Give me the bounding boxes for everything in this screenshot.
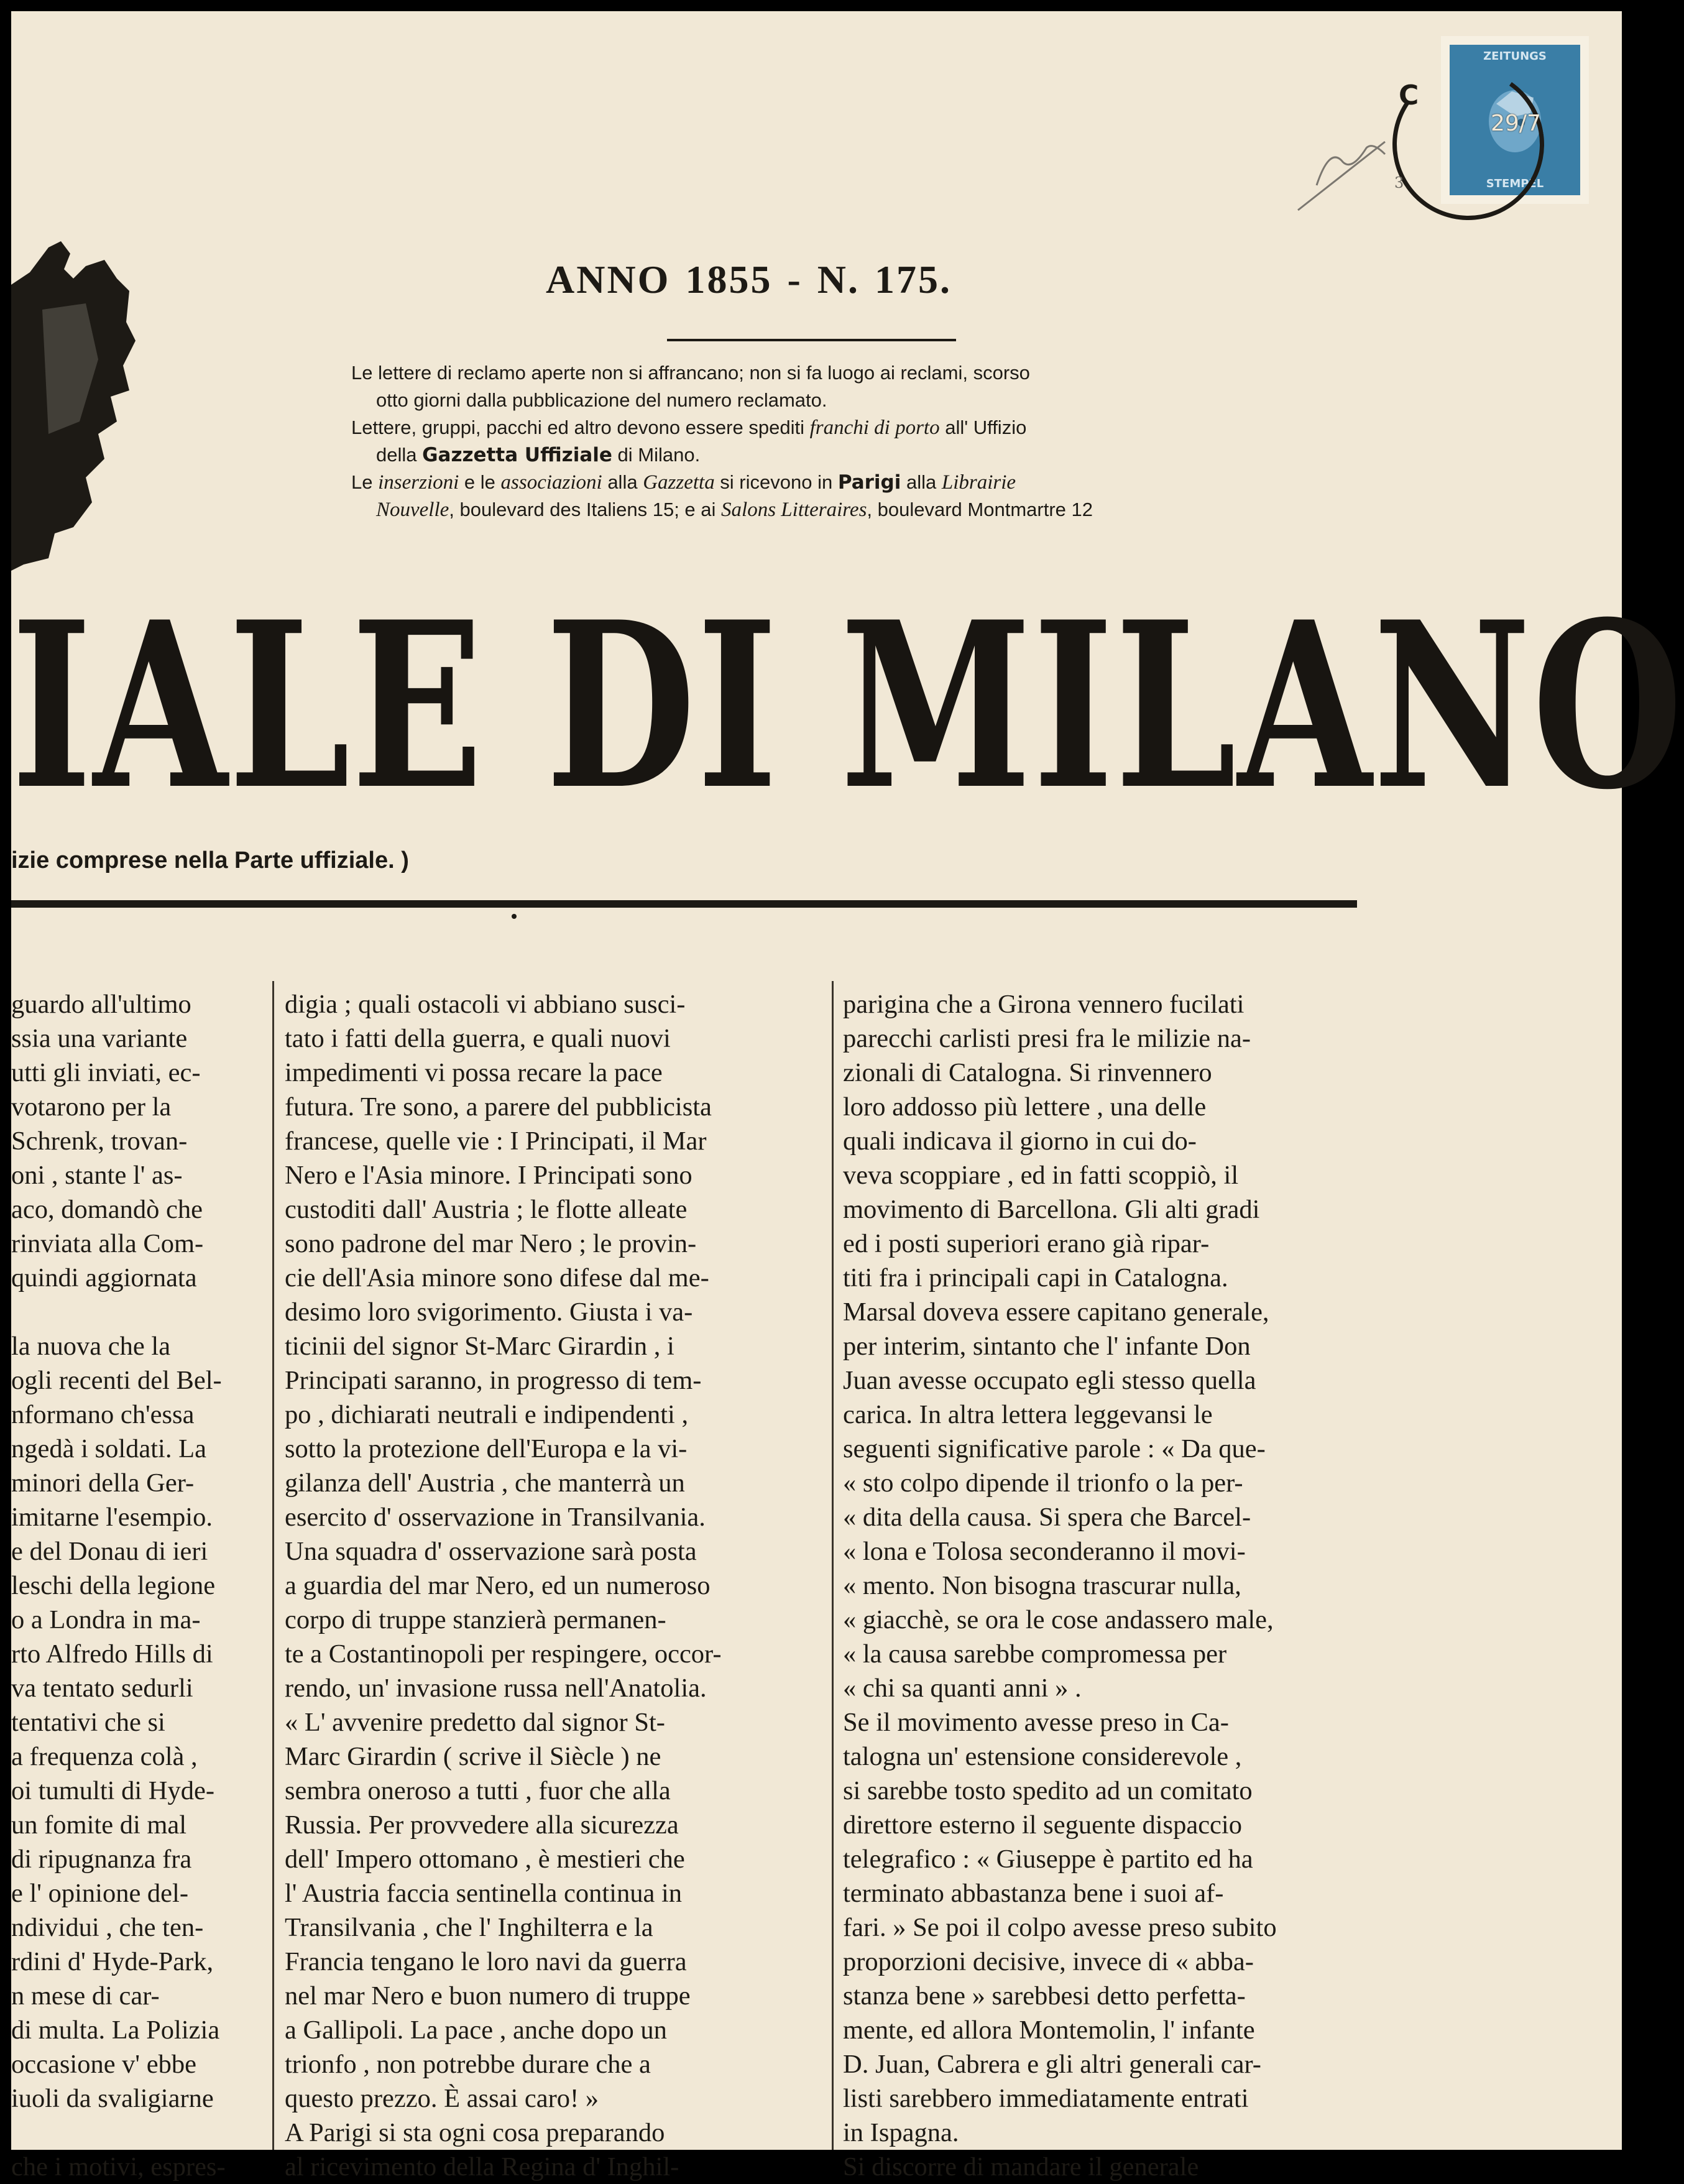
col1-line: la nuova che la xyxy=(11,1332,171,1361)
col2-line: sotto la protezione dell'Europa e la vi- xyxy=(285,1434,688,1463)
col2-line: tato i fatti della guerra, e quali nuovi xyxy=(285,1024,671,1053)
col2-line: gilanza dell' Austria , che manterrà un xyxy=(285,1468,685,1498)
double-eagle-emblem xyxy=(11,235,136,583)
col3-line: parecchi carlisti presi fra le milizie na- xyxy=(843,1024,1251,1053)
col2-line: a guardia del mar Nero, ed un numeroso xyxy=(285,1571,711,1600)
column-divider-2 xyxy=(832,981,834,2150)
col2-line: corpo di truppe stanzierà permanen- xyxy=(285,1605,666,1634)
article-column-2 xyxy=(285,987,827,2184)
col2-line: desimo loro svigorimento. Giusta i va- xyxy=(285,1297,693,1327)
col3-line: ed i posti superiori erano già ripar- xyxy=(843,1229,1210,1258)
col3-line: loro addosso più lettere , una delle xyxy=(843,1092,1207,1122)
col3-line: carica. In altra lettera leggevansi le xyxy=(843,1400,1213,1429)
masthead-title: IALE DI MILANO xyxy=(11,571,1684,841)
postmark-letters: C xyxy=(1399,80,1419,111)
col3-line: « giacchè, se ora le cose andassero male, xyxy=(843,1605,1274,1634)
anno-year: 1855 xyxy=(685,257,773,302)
col1-line: leschi della legione xyxy=(11,1571,216,1600)
col1-line: imitarne l'esempio. xyxy=(11,1503,213,1532)
postmark-date: 29/7 xyxy=(1491,111,1541,136)
stamp-bottom-text: STEMPEL xyxy=(1486,177,1544,190)
col2-line: sono padrone del mar Nero ; le provin- xyxy=(285,1229,697,1258)
anno-label: ANNO xyxy=(546,257,671,302)
col1-line: o a Londra in ma- xyxy=(11,1605,201,1634)
col3-line: quali indicava il giorno in cui do- xyxy=(843,1127,1197,1156)
col3-line: « lona e Tolosa seconderanno il movi- xyxy=(843,1537,1246,1566)
col2-line: esercito d' osservazione in Transilvania. xyxy=(285,1503,706,1532)
col2-line: Principati saranno, in progresso di tem- xyxy=(285,1366,702,1395)
col2-line: francese, quelle vie : I Principati, il Mar xyxy=(285,1127,707,1156)
col3-line: « sto colpo dipende il trionfo o la per- xyxy=(843,1468,1243,1498)
header-dash: - xyxy=(787,257,803,302)
col1-line: a frequenza colà , xyxy=(11,1742,198,1771)
col2-line: digia ; quali ostacoli vi abbiano susci- xyxy=(285,990,686,1019)
col3-line: Si discorre di mandare il generale xyxy=(843,2152,1199,2182)
col3-line: D. Juan, Cabrera e gli altri generali car- xyxy=(843,2050,1261,2079)
col2-line: sembra oneroso a tutti , fuor che alla xyxy=(285,1776,671,1805)
col1-line: oni , stante l' as- xyxy=(11,1161,183,1190)
col1-line: di multa. La Polizia xyxy=(11,2016,220,2045)
col2-line: dell' Impero ottomano , è mestieri che xyxy=(285,1845,685,1874)
col3-line: movimento di Barcellona. Gli alti gradi xyxy=(843,1195,1260,1224)
rule-ornament xyxy=(512,914,517,919)
col2-line: Nero e l'Asia minore. I Principati sono xyxy=(285,1161,692,1190)
col2-line: po , dichiarati neutrali e indipendenti , xyxy=(285,1400,689,1429)
col2-line: te a Costantinopoli per respingere, occor- xyxy=(285,1639,722,1669)
col1-line: rinviata alla Com- xyxy=(11,1229,204,1258)
col2-line: nel mar Nero e buon numero di truppe xyxy=(285,1981,691,2011)
col3-line: listi sarebbero immediatamente entrati xyxy=(843,2084,1249,2113)
col3-line: Juan avesse occupato egli stesso quella xyxy=(843,1366,1256,1395)
col3-line: telegrafico : « Giuseppe è partito ed ha xyxy=(843,1845,1253,1874)
masthead-rule xyxy=(11,900,1357,908)
notice-block xyxy=(351,359,1299,523)
col3-line: titi fra i principali capi in Catalogna. xyxy=(843,1263,1228,1292)
notice-line-6: Nouvelle, boulevard des Italiens 15; e ai Salons Litteraires, boulevard Montmartre 12 xyxy=(376,499,1093,521)
col3-line: direttore esterno il seguente dispaccio xyxy=(843,1810,1242,1840)
notice-line-2: otto giorni dalla pubblicazione del numero reclamato. xyxy=(376,389,827,411)
col2-line: « L' avvenire predetto dal signor St- xyxy=(285,1708,665,1737)
col1-line: ssia una variante xyxy=(11,1024,188,1053)
col3-line: proporzioni decisive, invece di « abba- xyxy=(843,1947,1254,1976)
col3-line: « chi sa quanti anni » . xyxy=(843,1674,1082,1703)
col1-line: tentativi che si xyxy=(11,1708,165,1737)
article-column-3 xyxy=(843,987,1390,2184)
notice-line-1: Le lettere di reclamo aperte non si affrancano; non si fa luogo ai reclami, scorso xyxy=(351,362,1030,384)
col2-line: al ricevimento della Regina d' Inghil- xyxy=(285,2152,679,2182)
col1-line: va tentato sedurli xyxy=(11,1674,193,1703)
article-column-1 xyxy=(11,987,260,2184)
col3-line: « dita della causa. Si spera che Barcel- xyxy=(843,1503,1251,1532)
col1-line: ogli recenti del Bel- xyxy=(11,1366,222,1395)
col2-line: rendo, un' invasione russa nell'Anatolia. xyxy=(285,1674,707,1703)
col2-line: Russia. Per provvedere alla sicurezza xyxy=(285,1810,679,1840)
col3-line: mente, ed allora Montemolin, l' infante xyxy=(843,2016,1255,2045)
col1-line: che i motivi, espres- xyxy=(11,2152,226,2182)
col3-line: « mento. Non bisogna trascurar nulla, xyxy=(843,1571,1241,1600)
pencil-note: 3 xyxy=(1394,174,1404,191)
col1-line: minori della Ger- xyxy=(11,1468,195,1498)
notice-line-4: della Gazzetta Uffiziale di Milano. xyxy=(376,444,701,466)
col2-line: futura. Tre sono, a parere del pubblicista xyxy=(285,1092,712,1122)
notice-line-5: Le inserzioni e le associazioni alla Gazzetta si ricevono in Parigi alla Librairie xyxy=(351,471,1016,494)
col3-line: seguenti significative parole : « Da que- xyxy=(843,1434,1266,1463)
col2-line: l' Austria faccia sentinella continua in xyxy=(285,1879,683,1908)
notice-line-3: Lettere, gruppi, pacchi ed altro devono essere spediti franchi di porto all' Uffizio xyxy=(351,417,1027,439)
col1-line: e del Donau di ieri xyxy=(11,1537,208,1566)
col1-line: votarono per la xyxy=(11,1092,172,1122)
col2-line: A Parigi si sta ogni cosa preparando xyxy=(285,2118,665,2147)
number-label: N. xyxy=(817,257,860,302)
col1-line: aco, domandò che xyxy=(11,1195,203,1224)
column-divider-1 xyxy=(272,981,274,2150)
col3-line: zionali di Catalogna. Si rinvennero xyxy=(843,1058,1212,1087)
col3-line: « la causa sarebbe compromessa per xyxy=(843,1639,1227,1669)
col1-line: rdini d' Hyde-Park, xyxy=(11,1947,214,1976)
col1-line xyxy=(11,1295,260,1329)
issue-header xyxy=(546,257,1105,303)
col3-line: terminato abbastanza bene i suoi af- xyxy=(843,1879,1224,1908)
col2-line: cie dell'Asia minore sono difese dal me- xyxy=(285,1263,709,1292)
col1-line: n mese di car- xyxy=(11,1981,160,2011)
col1-line: Schrenk, trovan- xyxy=(11,1127,188,1156)
col3-line: Marsal doveva essere capitano generale, xyxy=(843,1297,1269,1327)
col2-line: trionfo , non potrebbe durare che a xyxy=(285,2050,651,2079)
col2-line: Una squadra d' osservazione sarà posta xyxy=(285,1537,697,1566)
col3-line: Se il movimento avesse preso in Ca- xyxy=(843,1708,1229,1737)
col1-line: e l' opinione del- xyxy=(11,1879,189,1908)
col2-line: ticinii del signor St-Marc Girardin , i xyxy=(285,1332,674,1361)
col3-line: talogna un' estensione considerevole , xyxy=(843,1742,1242,1771)
col1-line: ndividui , che ten- xyxy=(11,1913,204,1942)
col3-line: in Ispagna. xyxy=(843,2118,959,2147)
col3-line: parigina che a Girona vennero fucilati xyxy=(843,990,1245,1019)
col2-line: custoditi dall' Austria ; le flotte alleate xyxy=(285,1195,688,1224)
col3-line: per interim, sintanto che l' infante Don xyxy=(843,1332,1251,1361)
col2-line: questo prezzo. È assai caro! » xyxy=(285,2084,599,2113)
col1-line: quindi aggiornata xyxy=(11,1263,197,1292)
col2-line: a Gallipoli. La pace , anche dopo un xyxy=(285,2016,667,2045)
newspaper-page xyxy=(11,11,1684,2182)
col1-line: iuoli da svaligiarne xyxy=(11,2084,214,2113)
col2-line: impedimenti vi possa recare la pace xyxy=(285,1058,663,1087)
col1-line: ngedà i soldati. La xyxy=(11,1434,206,1463)
col3-line: si sarebbe tosto spedito ad un comitato xyxy=(843,1776,1253,1805)
stamp-top-text: ZEITUNGS xyxy=(1483,50,1547,63)
col3-line: veva scoppiare , ed in fatti scoppiò, il xyxy=(843,1161,1239,1190)
col3-line: fari. » Se poi il colpo avesse preso subito xyxy=(843,1913,1277,1942)
col1-line: utti gli inviati, ec- xyxy=(11,1058,201,1087)
col1-line: un fomite di mal xyxy=(11,1810,187,1840)
col1-line: occasione v' ebbe xyxy=(11,2050,196,2079)
col1-line: oi tumulti di Hyde- xyxy=(11,1776,214,1805)
issue-number: 175. xyxy=(874,257,952,302)
col2-line: Francia tengano le loro navi da guerra xyxy=(285,1947,687,1976)
col2-line: Marc Girardin ( scrive il Siècle ) ne xyxy=(285,1742,661,1771)
col2-line: Transilvania , che l' Inghilterra e la xyxy=(285,1913,653,1942)
masthead-subtitle: izie comprese nella Parte uffiziale. ) xyxy=(11,847,409,873)
col1-line xyxy=(11,2116,260,2150)
issue-underline xyxy=(667,339,956,341)
col3-line: stanza bene » sarebbesi detto perfetta- xyxy=(843,1981,1246,2011)
pencil-signature xyxy=(1292,123,1397,216)
col1-line: nformano ch'essa xyxy=(11,1400,195,1429)
col1-line: rto Alfredo Hills di xyxy=(11,1639,213,1669)
col1-line: guardo all'ultimo xyxy=(11,990,191,1019)
col1-line: di ripugnanza fra xyxy=(11,1845,192,1874)
